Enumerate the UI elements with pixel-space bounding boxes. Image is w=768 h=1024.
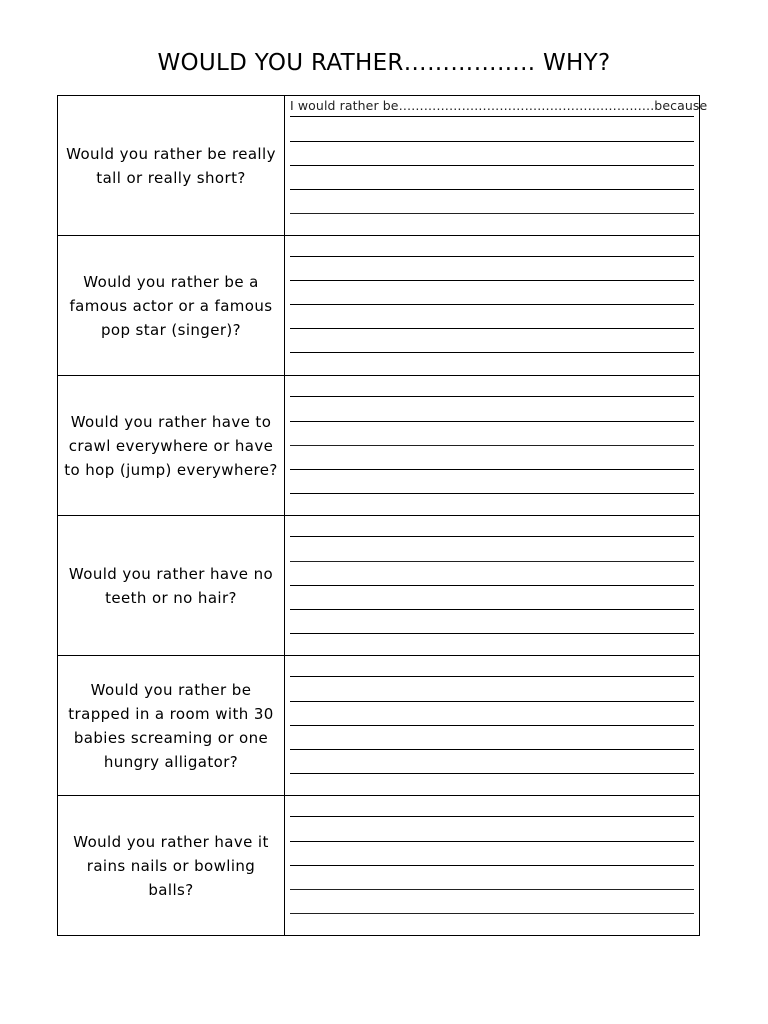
writing-line[interactable]: [290, 304, 694, 305]
table-row: [58, 236, 700, 376]
question-text: Would you rather be a famous actor or a famous pop star (singer)?: [69, 272, 273, 339]
writing-line[interactable]: [290, 749, 694, 750]
answer-lines[interactable]: [285, 96, 708, 235]
question-text: Would you rather have no teeth or no hair?: [68, 564, 274, 607]
answer-lines[interactable]: [285, 796, 699, 935]
writing-line[interactable]: [290, 396, 694, 397]
table-row: [58, 796, 700, 936]
writing-line[interactable]: [290, 256, 694, 257]
answer-lines[interactable]: [285, 376, 699, 515]
question-cell: [58, 96, 285, 236]
writing-line[interactable]: [290, 701, 694, 702]
table-row: [58, 376, 700, 516]
worksheet-title: WOULD YOU RATHER…………….. WHY?: [157, 50, 611, 76]
table-row: [58, 96, 700, 236]
question-cell: [58, 796, 285, 936]
writing-line[interactable]: [290, 116, 694, 117]
writing-line[interactable]: [290, 328, 694, 329]
writing-line[interactable]: [290, 676, 694, 677]
answer-lines[interactable]: [285, 236, 699, 375]
writing-line[interactable]: [290, 725, 694, 726]
writing-line[interactable]: [290, 445, 694, 446]
writing-line[interactable]: [290, 141, 694, 142]
table-row: [58, 656, 700, 796]
writing-line[interactable]: [290, 773, 694, 774]
answer-cell[interactable]: [285, 516, 700, 656]
question-cell: [58, 656, 285, 796]
writing-line[interactable]: [290, 865, 694, 866]
writing-line[interactable]: [290, 165, 694, 166]
writing-line[interactable]: [290, 536, 694, 537]
writing-line[interactable]: [290, 633, 694, 634]
question-cell: [58, 236, 285, 376]
question-cell: [58, 376, 285, 516]
question-text: Would you rather have it rains nails or bowling balls?: [73, 832, 269, 899]
table-row: [58, 516, 700, 656]
answer-cell[interactable]: [285, 236, 700, 376]
writing-line[interactable]: [290, 189, 694, 190]
answer-lines[interactable]: [285, 656, 699, 795]
writing-line[interactable]: [290, 213, 694, 214]
answer-cell[interactable]: [285, 796, 700, 936]
writing-line[interactable]: [290, 585, 694, 586]
writing-line[interactable]: [290, 352, 694, 353]
answer-cell[interactable]: [285, 96, 708, 236]
writing-line[interactable]: [290, 469, 694, 470]
writing-line[interactable]: [290, 493, 694, 494]
answer-prompt: I would rather be………………………………………….……..….because: [290, 98, 708, 113]
question-cell: [58, 516, 285, 656]
writing-line[interactable]: [290, 609, 694, 610]
writing-line[interactable]: [290, 889, 694, 890]
question-text: Would you rather be trapped in a room with 30 babies screaming or one hungry alligator?: [68, 680, 274, 771]
question-text: Would you rather have to crawl everywhere or have to hop (jump) everywhere?: [64, 412, 278, 479]
answer-cell[interactable]: [285, 376, 700, 516]
answer-lines[interactable]: [285, 516, 699, 655]
writing-line[interactable]: [290, 816, 694, 817]
writing-line[interactable]: [290, 421, 694, 422]
answer-cell[interactable]: [285, 656, 700, 796]
writing-line[interactable]: [290, 841, 694, 842]
writing-line[interactable]: [290, 561, 694, 562]
question-table: [57, 95, 708, 936]
question-text: Would you rather be really tall or really short?: [66, 144, 276, 187]
writing-line[interactable]: [290, 280, 694, 281]
writing-line[interactable]: [290, 913, 694, 914]
